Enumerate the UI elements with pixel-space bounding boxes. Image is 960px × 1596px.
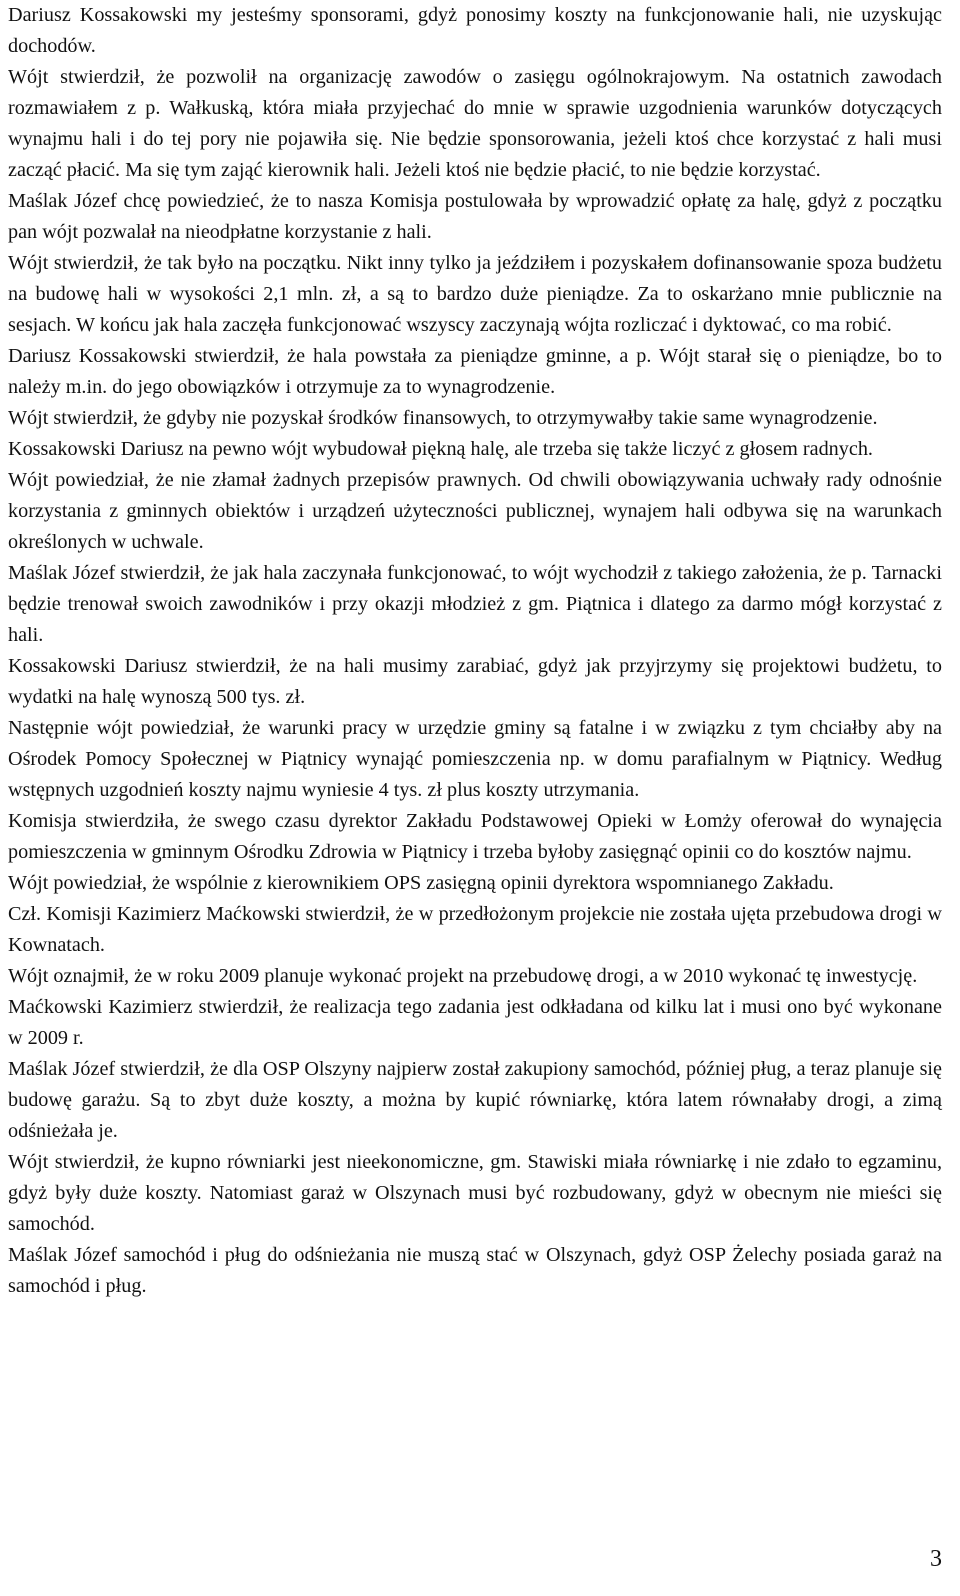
paragraph: Kossakowski Dariusz na pewno wójt wybudował piękną halę, ale trzeba się także liczyć z głosem radnych.: [8, 438, 873, 460]
paragraph: Wójt stwierdził, że tak było na początku. Nikt inny tylko ja jeździłem i pozyskałem dofinansowanie spoza budżetu na budowę hali w wysokości 2,1 mln. zł, a są to bardzo duże pieniądze. Za to oskarżano mnie publicznie na sesjach. W końcu jak hala zaczęła funkcjonować wszyscy zaczynają wójta rozliczać i dyktować, co ma robić.: [8, 252, 942, 336]
page-number: 3: [930, 1546, 942, 1572]
paragraph: Maślak Józef stwierdził, że dla OSP Olszyny najpierw został zakupiony samochód, później pług, a teraz planuje się budowę garażu. Są to zbyt duże koszty, a można by kupić równiarkę, która latem równałaby drogi, a zimą odśnieżała je.: [8, 1058, 942, 1142]
paragraph: Maćkowski Kazimierz stwierdził, że realizacja tego zadania jest odkładana od kilku lat i musi ono być wykonane w 2009 r.: [8, 996, 942, 1049]
paragraph: Maślak Józef samochód i pług do odśnieżania nie muszą stać w Olszynach, gdyż OSP Żelechy posiada garaż na samochód i pług.: [8, 1244, 942, 1297]
paragraph: Kossakowski Dariusz stwierdził, że na hali musimy zarabiać, gdyż jak przyjrzymy się projektowi budżetu, to wydatki na halę wynoszą 500 tys. zł.: [8, 655, 942, 708]
paragraph: Wójt powiedział, że nie złamał żadnych przepisów prawnych. Od chwili obowiązywania uchwały rady odnośnie korzystania z gminnych obiektów i urządzeń użyteczności publicznej, wynajem hali odbywa się na warunkach określonych w uchwale.: [8, 469, 942, 553]
document-body: [8, 0, 942, 1302]
paragraph: Następnie wójt powiedział, że warunki pracy w urzędzie gminy są fatalne i w związku z tym chciałby aby na Ośrodek Pomocy Społecznej w Piątnicy wynająć pomieszczenia np. w domu parafialnym w Piątnicy. Według wstępnych uzgodnień koszty najmu wyniesie 4 tys. zł plus koszty utrzymania.: [8, 717, 942, 801]
paragraph: Dariusz Kossakowski stwierdził, że hala powstała za pieniądze gminne, a p. Wójt starał się o pieniądze, bo to należy m.in. do jego obowiązków i otrzymuje za to wynagrodzenie.: [8, 345, 942, 398]
paragraph: Maślak Józef chcę powiedzieć, że to nasza Komisja postulowała by wprowadzić opłatę za halę, gdyż z początku pan wójt pozwalał na nieodpłatne korzystanie z hali.: [8, 190, 942, 243]
paragraph: Wójt oznajmił, że w roku 2009 planuje wykonać projekt na przebudowę drogi, a w 2010 wykonać tę inwestycję.: [8, 965, 918, 987]
paragraph: Wójt powiedział, że wspólnie z kierownikiem OPS zasięgną opinii dyrektora wspomnianego Zakładu.: [8, 872, 834, 894]
paragraph: Komisja stwierdziła, że swego czasu dyrektor Zakładu Podstawowej Opieki w Łomży oferował do wynajęcia pomieszczenia w gminnym Ośrodku Zdrowia w Piątnicy i trzeba byłoby zasięgnąć opinii co do kosztów najmu.: [8, 810, 942, 863]
paragraph: Wójt stwierdził, że pozwolił na organizację zawodów o zasięgu ogólnokrajowym. Na ostatnich zawodach rozmawiałem z p. Wałkuską, która miała przyjechać do mnie w sprawie uzgodnienia warunków dotyczących wynajmu hali i do tej pory nie pojawiła się. Nie będzie sponsorowania, jeżeli ktoś chce korzystać z hali musi zacząć płacić. Ma się tym zająć kierownik hali. Jeżeli ktoś nie będzie płacić, to nie będzie korzystać.: [8, 66, 942, 181]
paragraph: Wójt stwierdził, że gdyby nie pozyskał środków finansowych, to otrzymywałby takie same wynagrodzenie.: [8, 407, 878, 429]
paragraph: Maślak Józef stwierdził, że jak hala zaczynała funkcjonować, to wójt wychodził z takiego założenia, że p. Tarnacki będzie trenował swoich zawodników i przy okazji młodzież z gm. Piątnica i dlatego za darmo mógł korzystać z hali.: [8, 562, 942, 646]
paragraph: Czł. Komisji Kazimierz Maćkowski stwierdził, że w przedłożonym projekcie nie została ujęta przebudowa drogi w Kownatach.: [8, 903, 942, 956]
paragraph: Dariusz Kossakowski my jesteśmy sponsorami, gdyż ponosimy koszty na funkcjonowanie hali, nie uzyskując dochodów.: [8, 4, 942, 57]
paragraph: Wójt stwierdził, że kupno równiarki jest nieekonomiczne, gm. Stawiski miała równiarkę i nie zdało to egzaminu, gdyż były duże koszty. Natomiast garaż w Olszynach musi być rozbudowany, gdyż w obecnym nie mieści się samochód.: [8, 1151, 942, 1235]
